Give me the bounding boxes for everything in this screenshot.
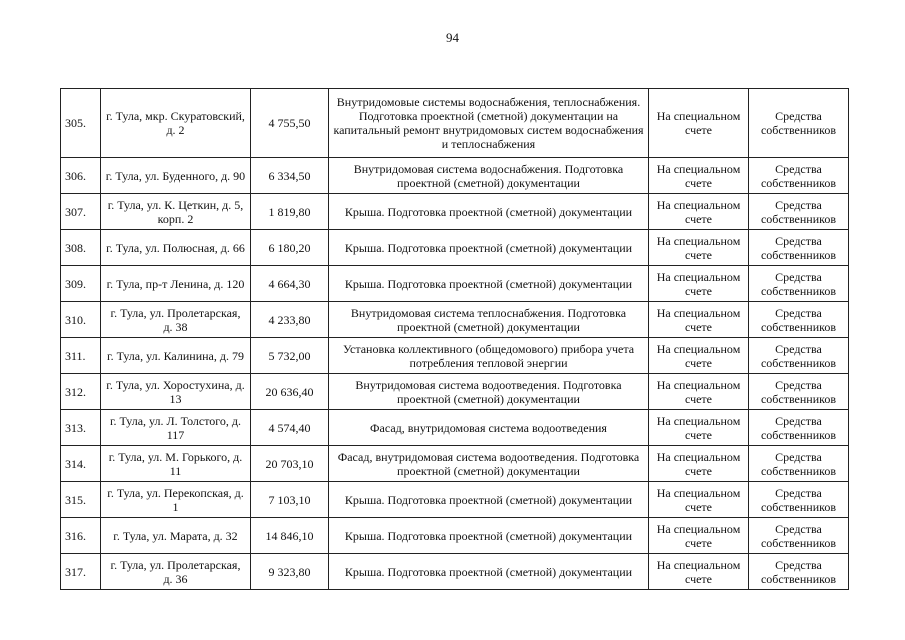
table-row (61, 374, 849, 410)
row-address: г. Тула, ул. Пролетарская, д. 38 (101, 302, 251, 338)
row-address: г. Тула, ул. Пролетарская, д. 36 (101, 554, 251, 590)
row-source: Средства собственников (749, 194, 849, 230)
row-sum: 4 574,40 (251, 410, 329, 446)
row-source: Средства собственников (749, 554, 849, 590)
row-number: 309. (61, 266, 101, 302)
row-source: Средства собственников (749, 446, 849, 482)
row-number: 306. (61, 158, 101, 194)
row-account: На специальном счете (649, 446, 749, 482)
row-sum: 9 323,80 (251, 554, 329, 590)
table-row (61, 89, 849, 158)
table-row (61, 194, 849, 230)
row-number: 314. (61, 446, 101, 482)
table-row (61, 302, 849, 338)
row-sum: 20 636,40 (251, 374, 329, 410)
row-address: г. Тула, ул. Полюсная, д. 66 (101, 230, 251, 266)
row-account: На специальном счете (649, 158, 749, 194)
row-sum: 1 819,80 (251, 194, 329, 230)
row-sum: 7 103,10 (251, 482, 329, 518)
row-account: На специальном счете (649, 410, 749, 446)
row-address: г. Тула, ул. Буденного, д. 90 (101, 158, 251, 194)
row-sum: 20 703,10 (251, 446, 329, 482)
row-work: Внутридомовая система водоотведения. Подготовка проектной (сметной) документации (329, 374, 649, 410)
row-work: Крыша. Подготовка проектной (сметной) документации (329, 266, 649, 302)
row-sum: 6 334,50 (251, 158, 329, 194)
row-sum: 5 732,00 (251, 338, 329, 374)
row-work: Крыша. Подготовка проектной (сметной) документации (329, 482, 649, 518)
row-work: Крыша. Подготовка проектной (сметной) документации (329, 230, 649, 266)
row-sum: 4 233,80 (251, 302, 329, 338)
page-number: 94 (446, 30, 459, 45)
row-account: На специальном счете (649, 266, 749, 302)
row-source: Средства собственников (749, 302, 849, 338)
row-account: На специальном счете (649, 230, 749, 266)
row-address: г. Тула, пр-т Ленина, д. 120 (101, 266, 251, 302)
row-source: Средства собственников (749, 338, 849, 374)
row-work: Внутридомовая система теплоснабжения. Подготовка проектной (сметной) документации (329, 302, 649, 338)
row-address: г. Тула, ул. М. Горького, д. 11 (101, 446, 251, 482)
row-sum: 4 755,50 (251, 89, 329, 158)
table-row (61, 230, 849, 266)
row-source: Средства собственников (749, 518, 849, 554)
row-source: Средства собственников (749, 410, 849, 446)
row-source: Средства собственников (749, 158, 849, 194)
row-work: Крыша. Подготовка проектной (сметной) документации (329, 194, 649, 230)
row-sum: 6 180,20 (251, 230, 329, 266)
row-work: Крыша. Подготовка проектной (сметной) документации (329, 518, 649, 554)
row-number: 305. (61, 89, 101, 158)
row-number: 308. (61, 230, 101, 266)
row-source: Средства собственников (749, 374, 849, 410)
row-work: Внутридомовые системы водоснабжения, теплоснабжения. Подготовка проектной (сметной) документации на капитальный ремонт внутридомовых систем водоснабжения и теплоснабжения (329, 89, 649, 158)
row-number: 310. (61, 302, 101, 338)
row-sum: 14 846,10 (251, 518, 329, 554)
row-number: 313. (61, 410, 101, 446)
row-work: Фасад, внутридомовая система водоотведения. Подготовка проектной (сметной) документации (329, 446, 649, 482)
table-row (61, 266, 849, 302)
row-number: 307. (61, 194, 101, 230)
row-address: г. Тула, ул. К. Цеткин, д. 5, корп. 2 (101, 194, 251, 230)
row-account: На специальном счете (649, 194, 749, 230)
row-account: На специальном счете (649, 482, 749, 518)
row-source: Средства собственников (749, 230, 849, 266)
row-address: г. Тула, мкр. Скуратовский, д. 2 (101, 89, 251, 158)
row-account: На специальном счете (649, 518, 749, 554)
table-row (61, 482, 849, 518)
row-address: г. Тула, ул. Калинина, д. 79 (101, 338, 251, 374)
row-number: 316. (61, 518, 101, 554)
row-address: г. Тула, ул. Перекопская, д. 1 (101, 482, 251, 518)
row-account: На специальном счете (649, 554, 749, 590)
table-row (61, 158, 849, 194)
row-work: Установка коллективного (общедомового) прибора учета потребления тепловой энергии (329, 338, 649, 374)
repair-program-table (60, 88, 849, 590)
row-account: На специальном счете (649, 89, 749, 158)
row-account: На специальном счете (649, 338, 749, 374)
row-account: На специальном счете (649, 374, 749, 410)
row-source: Средства собственников (749, 89, 849, 158)
table-row (61, 410, 849, 446)
row-account: На специальном счете (649, 302, 749, 338)
row-number: 311. (61, 338, 101, 374)
row-work: Внутридомовая система водоснабжения. Подготовка проектной (сметной) документации (329, 158, 649, 194)
row-sum: 4 664,30 (251, 266, 329, 302)
row-address: г. Тула, ул. Л. Толстого, д. 117 (101, 410, 251, 446)
row-number: 312. (61, 374, 101, 410)
table-row (61, 554, 849, 590)
table-row (61, 338, 849, 374)
table-row (61, 518, 849, 554)
table-row (61, 446, 849, 482)
row-address: г. Тула, ул. Марата, д. 32 (101, 518, 251, 554)
row-number: 317. (61, 554, 101, 590)
row-source: Средства собственников (749, 266, 849, 302)
row-work: Фасад, внутридомовая система водоотведения (329, 410, 649, 446)
row-address: г. Тула, ул. Хоростухина, д. 13 (101, 374, 251, 410)
row-number: 315. (61, 482, 101, 518)
row-work: Крыша. Подготовка проектной (сметной) документации (329, 554, 649, 590)
row-source: Средства собственников (749, 482, 849, 518)
